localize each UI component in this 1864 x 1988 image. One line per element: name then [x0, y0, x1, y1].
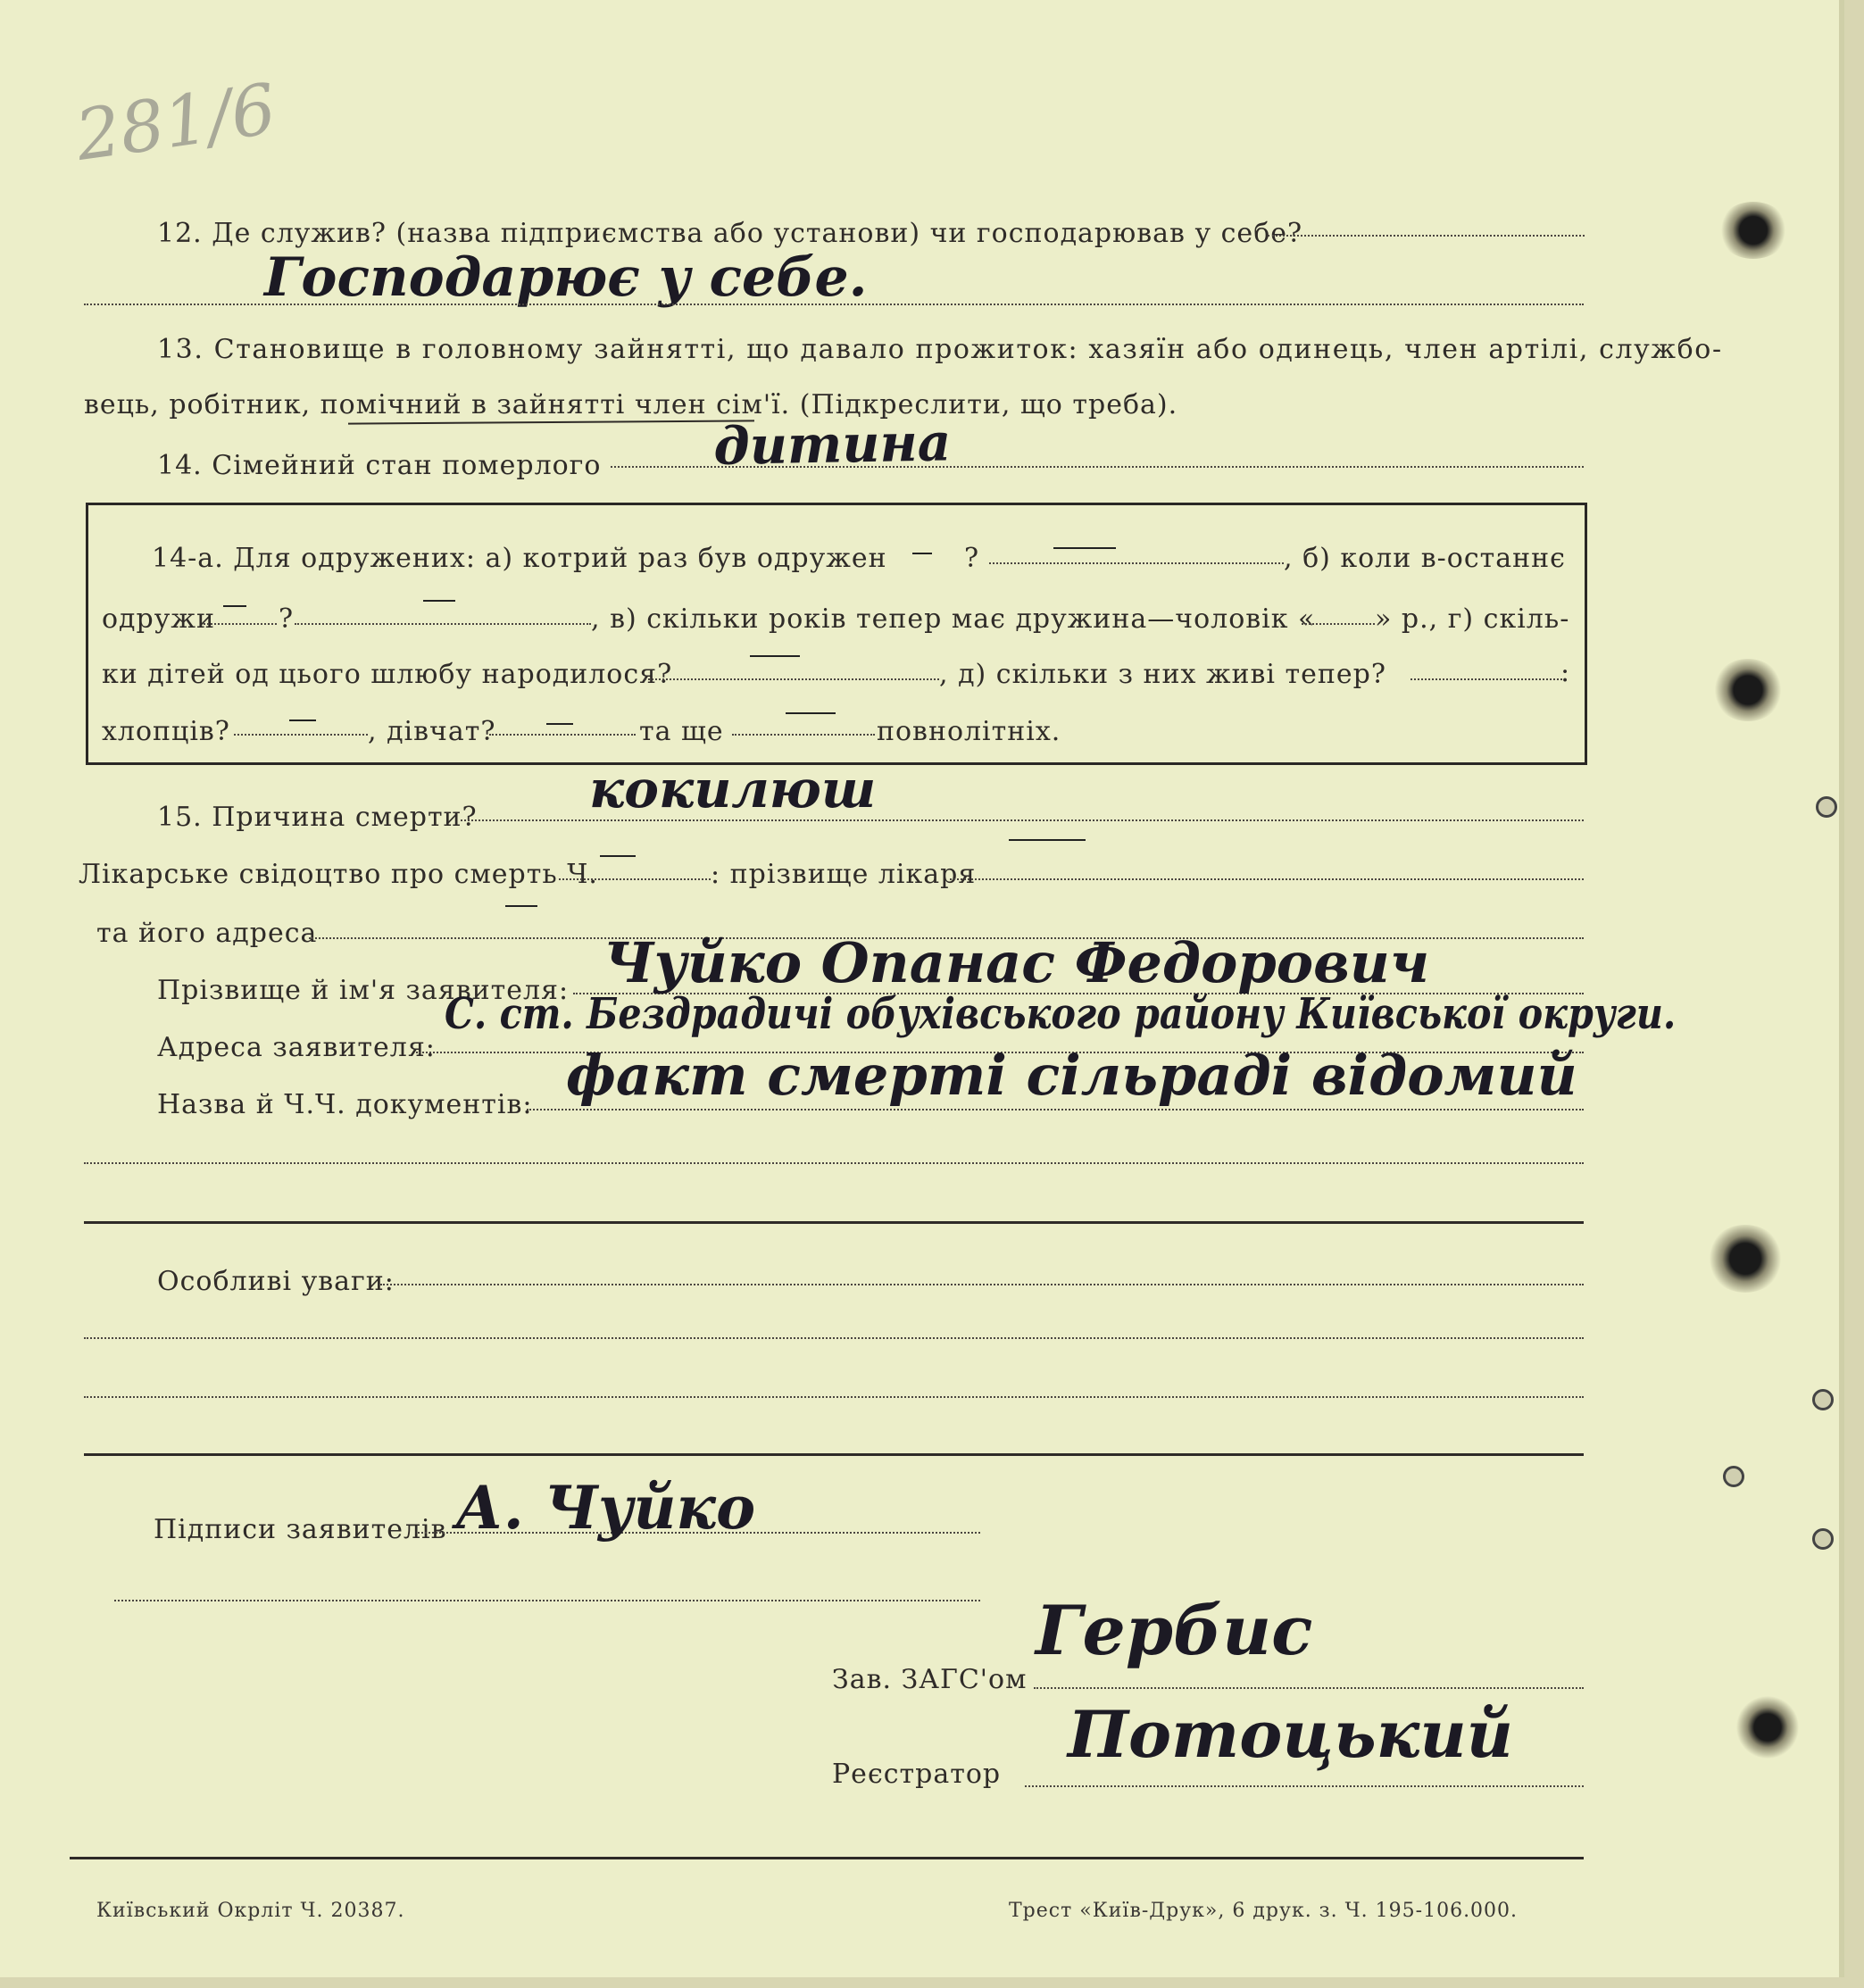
doctor-address-label: та його адреса [96, 918, 318, 949]
doctor-blank-dash [600, 855, 636, 857]
doctor-blank-dash [505, 905, 537, 907]
signatures-second-line [114, 1600, 980, 1601]
registrar-label: Реєстратор [832, 1759, 1002, 1790]
notes-line [380, 1284, 1584, 1285]
applicant-address-label: Адреса заявителя: [157, 1032, 436, 1063]
q15-fill-line [461, 819, 1584, 821]
doctor-blank-dash [1009, 839, 1086, 841]
q13-line2: вець, робітник, помічний в зайнятті член сім'ї. (Підкреслити, що треба). [84, 389, 1178, 420]
binding-ring [1812, 1528, 1834, 1550]
q14a-blank-dash [423, 600, 455, 602]
applicant-name-label: Прізвище й ім'я заявителя: [157, 975, 570, 1006]
q14a-line4-fill2 [489, 734, 636, 736]
footer-rule [70, 1857, 1584, 1859]
q14a-blank-dash [546, 723, 573, 725]
binding-hole [1707, 1225, 1784, 1293]
signatures-label: Підписи заявителів [154, 1514, 447, 1545]
archive-note: 281/6 [71, 69, 281, 177]
q14a-line3-fill1 [645, 678, 939, 680]
binding-hole [1735, 1696, 1800, 1759]
q13-underline [348, 420, 754, 424]
notes-line [84, 1337, 1584, 1339]
applicant-docs-fill [527, 1109, 1584, 1110]
binding-hole [1712, 659, 1784, 721]
q14a-line4-b: , дівчат? [368, 716, 496, 747]
doctor-surname-fill [950, 878, 1584, 880]
doctor-certificate-label: Лікарське свідоцтво про смерть Ч. [79, 859, 598, 890]
binding-ring [1723, 1466, 1744, 1487]
q14a-line3-fill2 [1410, 678, 1562, 680]
notes-line [84, 1396, 1584, 1398]
binding-hole [1718, 202, 1789, 259]
q14a-line3-a: ки дітей од цього шлюбу народилося? [102, 659, 673, 690]
q14a-blank-dash [1053, 547, 1116, 549]
q14a-line4-a: хлопців? [102, 716, 230, 747]
q15-answer: кокилюш [589, 759, 877, 819]
doctor-surname-label: : прізвище лікаря [711, 859, 977, 890]
q14-label: 14. Сімейний стан померлого [157, 450, 602, 481]
q14a-line1-fill [989, 562, 1284, 564]
q14a-line3-b: , д) скільки з них живі тепер? [939, 659, 1386, 690]
head-label: Зав. ЗАГС'ом [832, 1664, 1028, 1695]
doctor-certificate-fill [559, 878, 711, 880]
q14a-line1-a: 14-а. Для одружених: а) котрий раз був одружен [152, 543, 887, 574]
q14a-line4-c: та ще [639, 716, 724, 747]
q14a-line2-a: одружи [102, 603, 215, 635]
footer-left: Київський Окрліт Ч. 20387. [96, 1900, 405, 1922]
q14a-line2-fill3 [1302, 623, 1375, 625]
head-signature: Гербис [1036, 1591, 1313, 1670]
q14-answer: дитина [712, 412, 952, 477]
registrar-signature-line [1025, 1785, 1584, 1787]
q14a-line2-fill1 [204, 623, 277, 625]
notes-label: Особливі уваги: [157, 1266, 395, 1297]
section-divider [84, 1453, 1584, 1456]
q12-label: 12. Де служив? (назва підприємства або установи) чи господарював у себе? [157, 218, 1303, 249]
q14a-blank-dash [289, 720, 316, 721]
applicant-docs-label: Назва й Ч.Ч. документів: [157, 1089, 533, 1120]
q14a-line2-c: , в) скільки років тепер має дружина—чоловік « [591, 603, 1316, 635]
q15-label: 15. Причина смерти? [157, 802, 478, 833]
footer-right: Трест «Київ-Друк», 6 друк. з. Ч. 195-106.000. [1009, 1900, 1519, 1922]
q14a-line2-d: » р., г) скіль- [1375, 603, 1570, 635]
q14a-blank-dash [750, 655, 800, 657]
binding-ring [1816, 796, 1837, 818]
q14a-line4-fill3 [732, 734, 875, 736]
q12-answer-line [84, 304, 1584, 305]
registrar-signature: Потоцький [1068, 1696, 1514, 1772]
q14a-line1-b: ? [964, 543, 980, 574]
applicant-address-value: С. ст. Бездрадичі обухівського району Київської округи. [445, 989, 1677, 1039]
applicant-name-value: Чуйко Опанас Федорович [603, 930, 1430, 995]
q14a-line4-d: повнолітніх. [877, 716, 1061, 747]
q14a-blank-dash [786, 712, 836, 714]
applicant-signature: А. Чуйко [455, 1473, 756, 1543]
q14a-line4-fill1 [234, 734, 368, 736]
applicant-extra-line [84, 1162, 1584, 1164]
q14a-line3-c: : [1560, 657, 1571, 688]
q12-fill-line [1268, 235, 1585, 237]
section-divider [84, 1221, 1584, 1224]
q14a-blank-dash [223, 605, 246, 607]
q14a-line2-b: ? [279, 603, 295, 635]
q12-answer: Господарює у себе. [264, 246, 868, 309]
q14a-blank-dash [912, 553, 932, 554]
binding-ring [1812, 1389, 1834, 1410]
q13-line1: 13. Становище в головному зайнятті, що давало прожиток: хазяїн або одинець, член артілі, службо- [157, 334, 1723, 365]
q14a-line2-fill2 [295, 623, 591, 625]
applicant-docs-value: факт смерті сільраді відомий [566, 1043, 1577, 1108]
head-signature-line [1034, 1687, 1584, 1689]
q14a-line1-c: , б) коли в-останнє [1284, 543, 1566, 574]
